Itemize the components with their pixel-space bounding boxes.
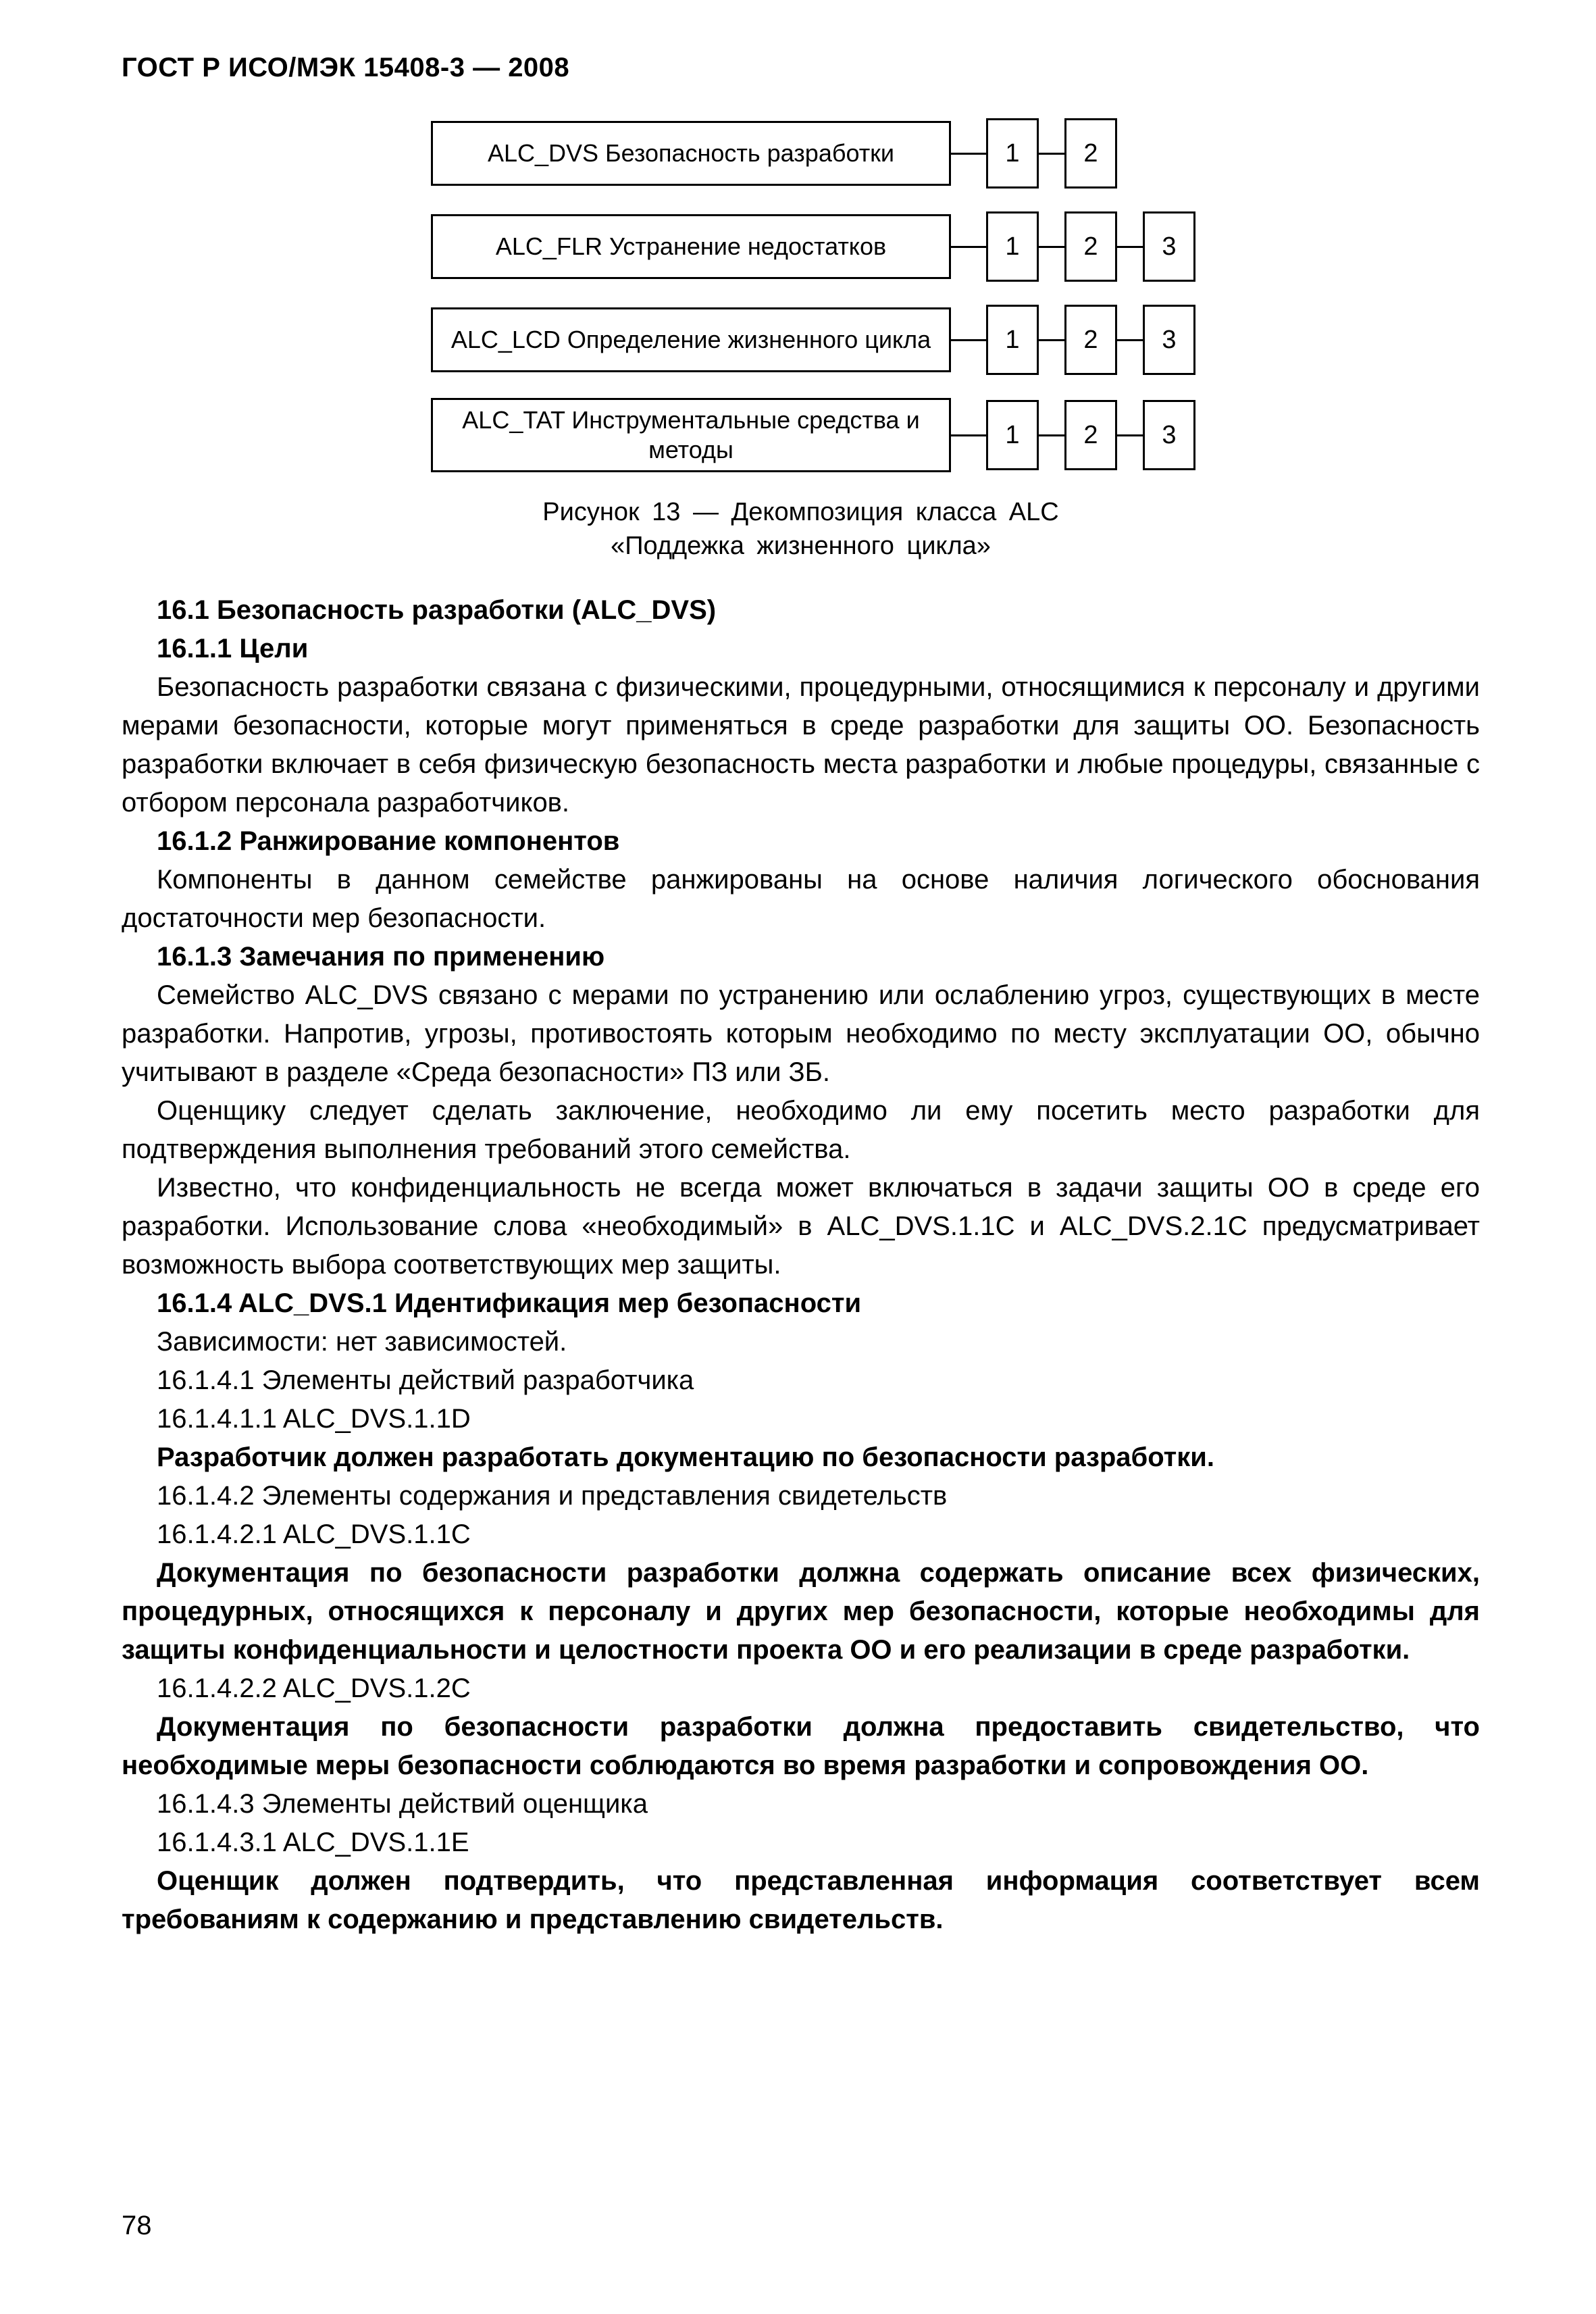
level-box: 1 (986, 400, 1039, 470)
connector-line (951, 246, 986, 248)
connector-line (1039, 434, 1064, 436)
section-heading: 16.1.3 Замечания по применению (157, 942, 605, 972)
connector-line (951, 153, 986, 155)
level-box: 3 (1143, 211, 1195, 282)
paragraph: Зависимости: нет зависимостей. (157, 1327, 567, 1357)
figure-caption (122, 495, 1480, 563)
level-box: 1 (986, 118, 1039, 188)
section-heading: 16.1.1 Цели (157, 634, 309, 663)
connector-line (1039, 246, 1064, 248)
level-box: 2 (1064, 400, 1117, 470)
level-box: 2 (1064, 211, 1117, 282)
paragraph: 16.1.4.1 Элементы действий разработчика (157, 1365, 694, 1395)
level-box: 2 (1064, 305, 1117, 375)
connector-line (951, 434, 986, 436)
paragraph: 16.1.4.3.1 ALC_DVS.1.1E (157, 1828, 469, 1857)
connector-line (1039, 339, 1064, 341)
section-heading: 16.1 Безопасность разработки (ALC_DVS) (157, 595, 717, 625)
requirement-paragraph: Документация по безопасности разработки должна содержать описание всех физических, процедурных, относящихся к персоналу и других мер безопасности, которые необходимы для защиты конфиденциальности и целостности проекта ОО и его реализации в среде разработки. (122, 1558, 1480, 1665)
paragraph: 16.1.4.1.1 ALC_DVS.1.1D (157, 1404, 471, 1434)
requirement-paragraph: Документация по безопасности разработки должна предоставить свидетельство, что необходимые меры безопасности соблюдаются во время разработки и сопровождения ОО. (122, 1712, 1480, 1780)
section-heading: 16.1.4 ALC_DVS.1 Идентификация мер безопасности (157, 1288, 862, 1318)
level-box: 1 (986, 211, 1039, 282)
paragraph: Семейство ALC_DVS связано с мерами по устранению или ослаблению угроз, существующих в месте разработки. Напротив, угрозы, противостоять которым необходимо по месту эксплуатации ОО, обычно учитывают в разделе «Среда безопасности» ПЗ или ЗБ. (122, 980, 1480, 1087)
requirement-paragraph: Оценщик должен подтвердить, что представленная информация соответствует всем требованиям к содержанию и представлению свидетельств. (122, 1866, 1480, 1934)
connector-line (1117, 434, 1143, 436)
connector-line (951, 339, 986, 341)
section-heading: 16.1.2 Ранжирование компонентов (157, 826, 620, 856)
paragraph: Известно, что конфиденциальность не всегда может включаться в задачи защиты ОО в среде его разработки. Использование слова «необходимый» в ALC_DVS.1.1C и ALC_DVS.2.1C предусматривает возможность выбора соответствующих мер защиты. (122, 1173, 1480, 1280)
paragraph: 16.1.4.2.1 ALC_DVS.1.1C (157, 1519, 471, 1549)
diagram-row-alc-tat (431, 398, 1480, 472)
paragraph: 16.1.4.3 Элементы действий оценщика (157, 1789, 648, 1819)
requirement-paragraph: Разработчик должен разработать документацию по безопасности разработки. (157, 1442, 1214, 1472)
connector-line (1117, 339, 1143, 341)
level-box: 3 (1143, 400, 1195, 470)
family-box: ALC_FLR Устранение недостатков (431, 214, 951, 279)
family-box: ALC_DVS Безопасность разработки (431, 121, 951, 186)
family-box: ALC_LCD Определение жизненного цикла (431, 307, 951, 372)
level-box: 3 (1143, 305, 1195, 375)
paragraph: 16.1.4.2 Элементы содержания и представления свидетельств (157, 1481, 948, 1511)
level-box: 2 (1064, 118, 1117, 188)
page-number: 78 (122, 2211, 152, 2240)
alc-decomposition-diagram (431, 118, 1480, 472)
connector-line (1117, 246, 1143, 248)
paragraph: Компоненты в данном семействе ранжированы на основе наличия логического обоснования достаточности мер безопасности. (122, 865, 1480, 933)
paragraph: Безопасность разработки связана с физическими, процедурными, относящимися к персоналу и другими мерами безопасности, которые могут применяться в среде разработки для защиты ОО. Безопасность разработки включает в себя физическую безопасность места разработки и любые процедуры, связанные с отбором персонала разработчиков. (122, 672, 1480, 818)
diagram-row-alc-lcd (431, 305, 1480, 375)
diagram-row-alc-flr (431, 211, 1480, 282)
paragraph: 16.1.4.2.2 ALC_DVS.1.2C (157, 1674, 471, 1703)
figure-caption-line1: Рисунок 13 — Декомпозиция класса ALC (542, 498, 1059, 526)
diagram-row-alc-dvs (431, 118, 1480, 188)
figure-caption-line2: «Поддежка жизненного цикла» (611, 532, 991, 560)
family-box: ALC_TAT Инструментальные средства и методы (431, 398, 951, 472)
paragraph: Оценщику следует сделать заключение, необходимо ли ему посетить место разработки для подтверждения выполнения требований этого семейства. (122, 1096, 1480, 1164)
connector-line (1039, 153, 1064, 155)
document-header: ГОСТ Р ИСО/МЭК 15408-3 — 2008 (122, 53, 570, 82)
level-box: 1 (986, 305, 1039, 375)
body-text (122, 591, 1480, 1939)
